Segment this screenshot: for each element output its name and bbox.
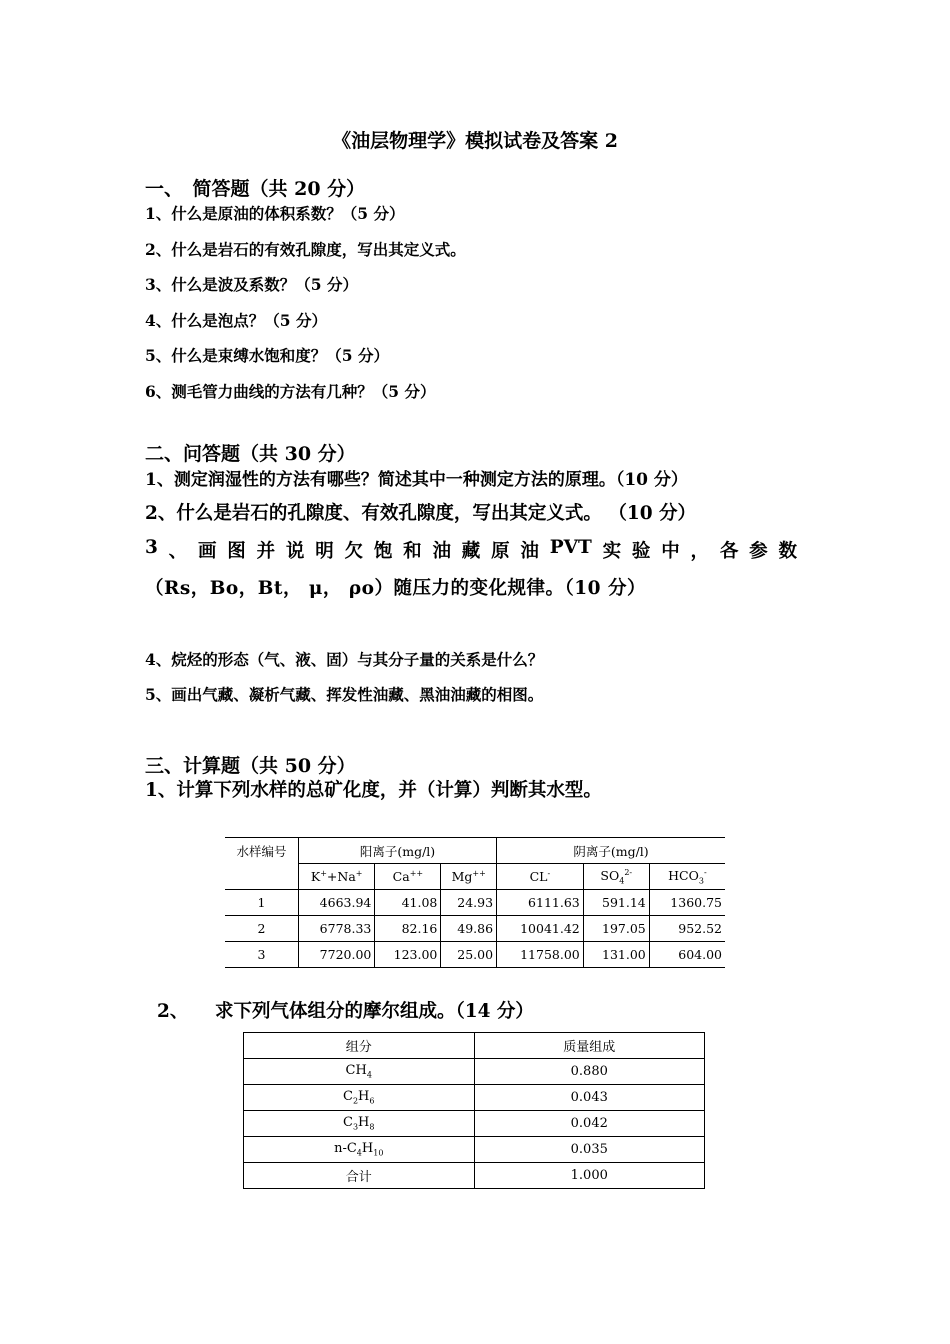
formula-part: 合计 xyxy=(345,1170,372,1185)
ion-value: 131.00 xyxy=(583,942,649,968)
mass-fraction: 0.035 xyxy=(474,1137,705,1163)
formula-subscript: 3 xyxy=(352,1122,359,1132)
empty-cell xyxy=(225,864,299,890)
section1-question-2: 2、什么是岩石的有效孔隙度，写出其定义式。 xyxy=(145,240,466,259)
formula-part: C xyxy=(343,1089,353,1105)
question-3-token: 图 xyxy=(227,541,246,562)
document-title: 《油层物理学》模拟试卷及答案 2 xyxy=(332,130,618,152)
section1-question-5: 5、什么是束缚水饱和度？（5 分） xyxy=(145,346,389,365)
component-name xyxy=(244,1163,475,1189)
formula-part: H xyxy=(358,1089,370,1105)
mass-fraction: 0.042 xyxy=(474,1111,705,1137)
ion-value: 41.08 xyxy=(375,890,441,916)
section2-question-1: 1、测定润湿性的方法有哪些？简述其中一种测定方法的原理。（10 分） xyxy=(145,470,688,490)
component-name xyxy=(244,1111,475,1137)
formula-subscript: 2 xyxy=(352,1096,359,1106)
question-3-token: 各 xyxy=(719,541,739,562)
ion-value: 6778.33 xyxy=(299,916,375,942)
section1-question-4: 4、什么是泡点？（5 分） xyxy=(145,311,327,330)
ion-value: 1360.75 xyxy=(649,890,725,916)
mass-fraction: 0.043 xyxy=(474,1085,705,1111)
table-row xyxy=(225,942,725,968)
ion-value: 7720.00 xyxy=(299,942,375,968)
sample-number: 1 xyxy=(225,890,299,916)
ion-charge: - xyxy=(703,867,707,877)
mass-fraction: 0.880 xyxy=(474,1059,705,1085)
mass-fraction: 1.000 xyxy=(474,1163,705,1189)
ion-header xyxy=(649,864,725,890)
ion-header xyxy=(583,864,649,890)
formula-subscript: 8 xyxy=(369,1122,375,1132)
ion-value: 24.93 xyxy=(441,890,497,916)
section3-question-2-number: 2、 xyxy=(157,1001,189,1022)
ion-value: 604.00 xyxy=(649,942,725,968)
table-row xyxy=(244,1059,705,1085)
question-3-token: 3 xyxy=(145,537,158,558)
table-row xyxy=(244,1111,705,1137)
ion-value: 4663.94 xyxy=(299,890,375,916)
ion-subscript: 4 xyxy=(619,876,625,886)
ion-value: 25.00 xyxy=(441,942,497,968)
question-3-token: 验 xyxy=(631,541,651,562)
question-3-token: ， xyxy=(690,541,710,562)
section2-question-4: 4、烷烃的形态（气、液、固）与其分子量的关系是什么？ xyxy=(145,650,544,669)
formula-subscript: 4 xyxy=(356,1148,362,1158)
ion-value: 952.52 xyxy=(649,916,725,942)
formula-subscript: 4 xyxy=(366,1070,372,1080)
sample-number-header: 水样编号 xyxy=(225,838,299,864)
ion-header xyxy=(441,864,497,890)
question-3-token: 说 xyxy=(285,541,305,562)
section2-question-3-line2: （Rs，Bo，Bt， μ， ρo）随压力的变化规律。（10 分） xyxy=(145,578,646,599)
table-row xyxy=(225,890,725,916)
ion-value: 82.16 xyxy=(375,916,441,942)
ion-header xyxy=(299,864,375,890)
gas-composition-table xyxy=(243,1032,705,1189)
anion-header: 阴离子(mg/l) xyxy=(497,838,725,864)
ion-charge: 2- xyxy=(624,867,633,877)
cation-header: 阳离子(mg/l) xyxy=(299,838,497,864)
question-3-token: 中 xyxy=(661,541,680,562)
section2-question-2: 2、什么是岩石的孔隙度、有效孔隙度，写出其定义式。 （10 分） xyxy=(145,503,697,524)
ion-header xyxy=(375,864,441,890)
ion-value: 10041.42 xyxy=(497,916,584,942)
question-3-token: PVT xyxy=(549,537,592,558)
ion-symbol-2: +Na xyxy=(326,869,356,885)
ion-symbol: HCO xyxy=(668,867,699,883)
ion-symbol: Mg xyxy=(451,869,473,885)
section1-question-6: 6、测毛管力曲线的方法有几种？（5 分） xyxy=(145,382,436,401)
formula-part: H xyxy=(358,1115,370,1131)
ion-symbol: SO xyxy=(600,867,620,883)
ion-value: 123.00 xyxy=(375,942,441,968)
water-sample-table xyxy=(225,837,725,968)
question-3-token: 参 xyxy=(749,541,768,562)
formula-part: C xyxy=(343,1115,353,1131)
section3-question-2: 求下列气体组分的摩尔组成。（14 分） xyxy=(215,1001,534,1022)
table-row xyxy=(244,1085,705,1111)
question-3-token: 饱 xyxy=(373,541,393,562)
ion-charge-2: + xyxy=(355,868,363,878)
question-3-token: 和 xyxy=(403,541,422,562)
mass-fraction-header: 质量组成 xyxy=(474,1033,705,1059)
question-3-token: 明 xyxy=(315,541,334,562)
sample-number: 2 xyxy=(225,916,299,942)
ion-symbol: K xyxy=(310,869,321,885)
ion-value: 49.86 xyxy=(441,916,497,942)
component-name xyxy=(244,1059,475,1085)
formula-part: H xyxy=(361,1141,374,1157)
ion-value: 6111.63 xyxy=(497,890,584,916)
component-header: 组分 xyxy=(244,1033,475,1059)
question-3-token: 油 xyxy=(432,541,451,562)
ion-charge: ++ xyxy=(472,868,486,878)
ion-value: 591.14 xyxy=(583,890,649,916)
ion-charge: + xyxy=(320,868,327,878)
formula-subscript: 6 xyxy=(369,1096,375,1106)
ion-value: 197.05 xyxy=(583,916,649,942)
question-3-token: 原 xyxy=(491,541,510,562)
table-row xyxy=(244,1163,705,1189)
section1-heading: 一、 简答题（共 20 分） xyxy=(145,178,366,200)
ion-header xyxy=(497,864,584,890)
formula-part: CH xyxy=(345,1063,367,1079)
question-3-token: 油 xyxy=(520,541,539,562)
ion-subscript: 3 xyxy=(698,876,704,886)
section1-question-1: 1、什么是原油的体积系数？（5 分） xyxy=(145,204,405,223)
table-row xyxy=(225,916,725,942)
section2-heading: 二、问答题（共 30 分） xyxy=(145,443,356,465)
section3-question-1: 1、计算下列水样的总矿化度，并（计算）判断其水型。 xyxy=(145,780,602,801)
section1-question-3: 3、什么是波及系数？（5 分） xyxy=(145,275,358,294)
component-name xyxy=(244,1137,475,1163)
ion-symbol: Ca xyxy=(392,869,410,885)
formula-subscript: 10 xyxy=(373,1148,384,1158)
question-3-token: 并 xyxy=(256,541,276,562)
question-3-token: 数 xyxy=(778,541,797,562)
question-3-token: 实 xyxy=(602,541,622,562)
ion-charge: - xyxy=(547,868,551,878)
question-3-token: 欠 xyxy=(344,541,364,562)
formula-part: n-C xyxy=(334,1141,357,1157)
section2-question-5: 5、画出气藏、凝析气藏、挥发性油藏、黑油油藏的相图。 xyxy=(145,685,544,704)
component-name xyxy=(244,1085,475,1111)
sample-number: 3 xyxy=(225,942,299,968)
section2-question-3-line1 xyxy=(145,537,797,563)
section3-heading: 三、计算题（共 50 分） xyxy=(145,755,356,777)
question-3-token: 画 xyxy=(197,541,217,562)
question-3-token: 藏 xyxy=(461,541,481,562)
ion-symbol: CL xyxy=(529,869,548,885)
question-3-token: 、 xyxy=(168,541,188,562)
ion-value: 11758.00 xyxy=(497,942,584,968)
table-row xyxy=(244,1137,705,1163)
ion-charge: ++ xyxy=(409,868,424,878)
